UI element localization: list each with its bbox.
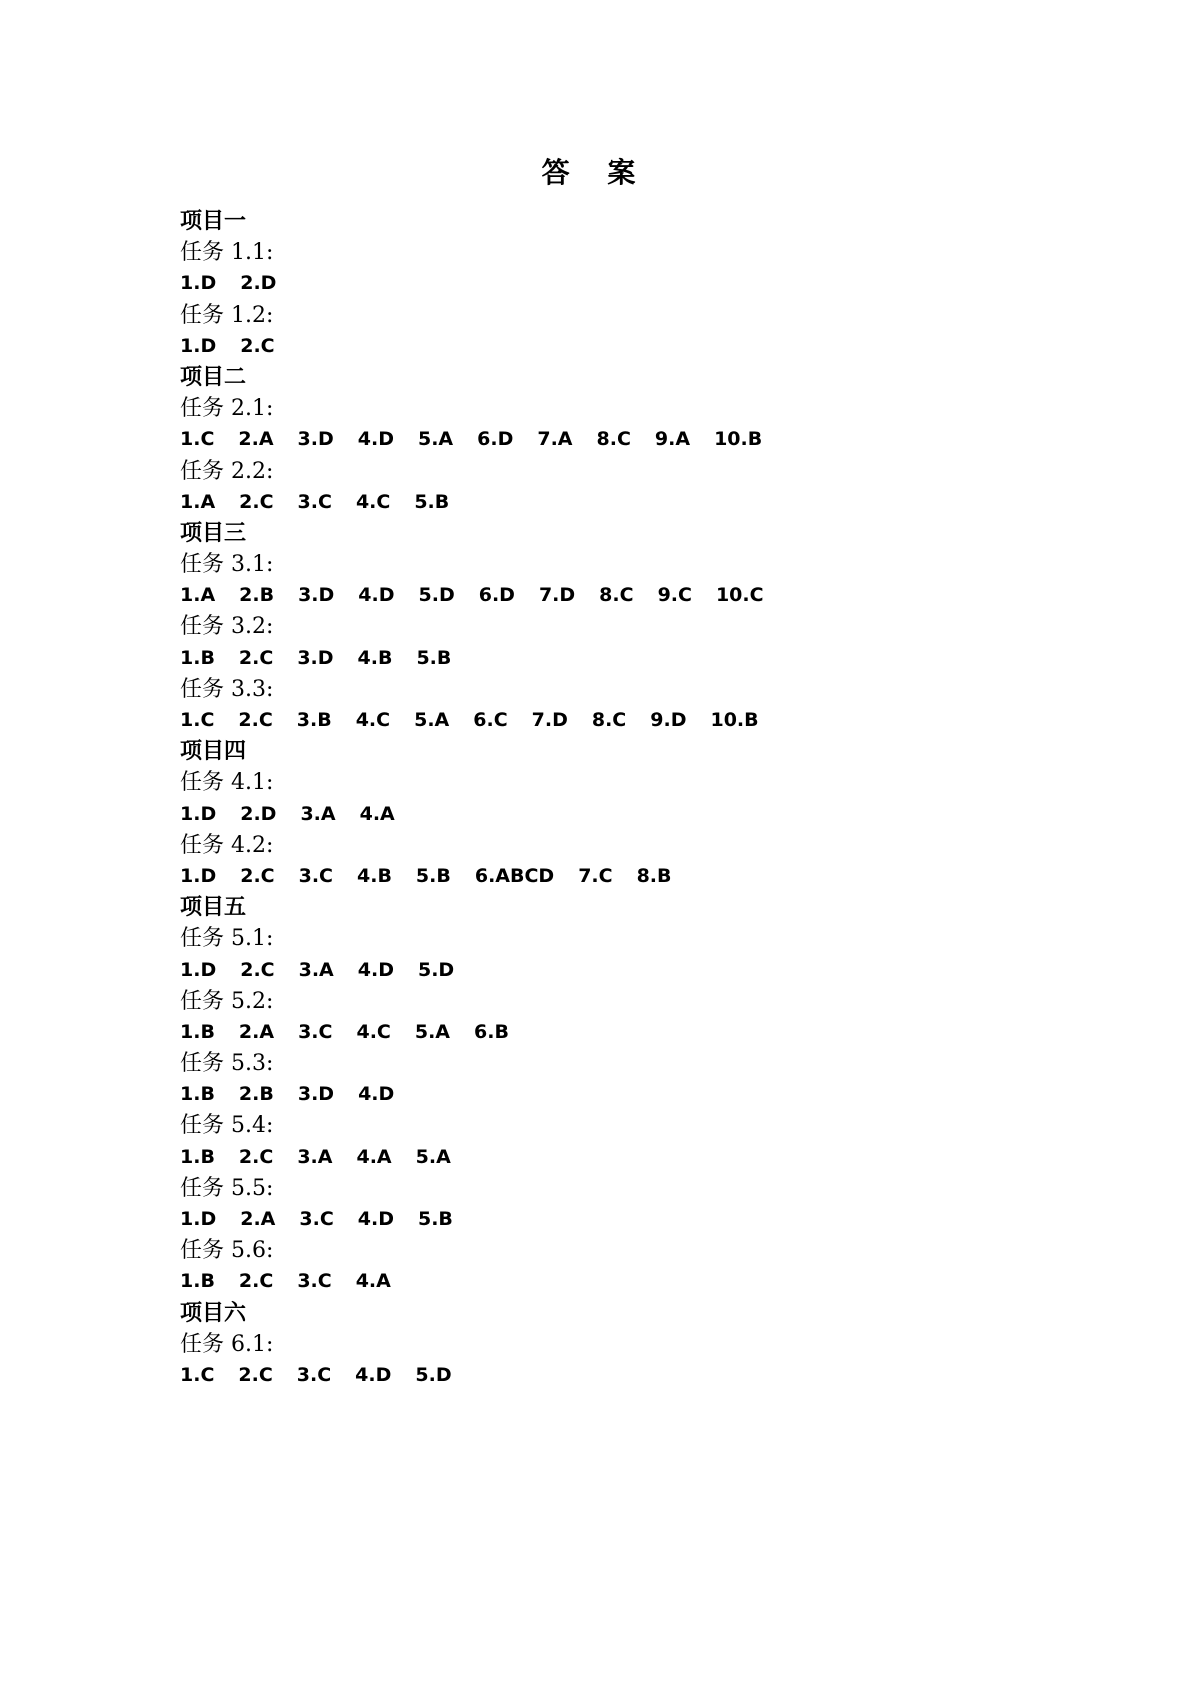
answer-row [180, 799, 1080, 830]
answer-item: 7.C [578, 864, 613, 887]
answer-item: 4.B [357, 646, 393, 669]
answer-item: 3.D [297, 428, 334, 451]
answer-item: 4.B [357, 864, 392, 887]
answer-item: 5.B [414, 490, 450, 513]
answer-row [180, 1142, 1080, 1173]
answer-item: 2.C [238, 1270, 274, 1293]
task-label: 任务 6.1: [180, 1331, 274, 1357]
answer-row [180, 643, 1080, 674]
answer-row [180, 487, 1080, 518]
answer-item: 1.B [180, 1270, 215, 1293]
answer-item: 2.A [238, 1020, 275, 1043]
task-label: 任务 3.1: [180, 552, 274, 578]
answer-item: 5.A [417, 428, 454, 451]
answer-item: 1.D [180, 864, 217, 887]
answer-row [180, 1079, 1080, 1110]
project-heading: 项目五 [180, 895, 247, 921]
answer-item: 4.D [358, 584, 395, 607]
answer-item: 3.C [296, 1363, 332, 1386]
answer-item: 3.B [296, 709, 332, 731]
project-heading: 项目三 [180, 520, 247, 546]
answer-item: 1.A [180, 584, 216, 607]
answer-item: 2.C [238, 1363, 273, 1386]
answer-item: 10.B [710, 709, 759, 731]
answer-row [180, 861, 1080, 892]
task-label: 任务 5.5: [180, 1175, 274, 1201]
answer-item: 3.D [297, 646, 334, 669]
project-heading: 项目二 [180, 364, 247, 390]
project-heading: 项目六 [180, 1300, 247, 1326]
answer-item: 1.D [180, 802, 217, 825]
answer-item: 2.C [240, 958, 275, 981]
answer-item: 3.C [297, 1270, 332, 1293]
answer-item: 2.B [239, 584, 275, 607]
task-label: 任务 5.4: [180, 1113, 274, 1139]
task-label: 任务 5.6: [180, 1238, 274, 1264]
answer-item: 1.C [180, 1363, 215, 1386]
answer-item: 6.C [473, 709, 508, 731]
task-label: 任务 3.2: [180, 614, 274, 640]
answer-item: 1.B [180, 1145, 215, 1168]
answer-item: 4.C [355, 490, 391, 513]
answer-item: 6.D [477, 428, 514, 451]
answer-item: 4.D [357, 428, 394, 451]
answer-item: 4.A [355, 1270, 391, 1293]
task-label: 任务 1.2: [180, 302, 274, 328]
answer-row [180, 1266, 1080, 1297]
answer-item: 8.C [596, 428, 631, 451]
answer-row [180, 580, 1080, 611]
task-label: 任务 4.1: [180, 770, 274, 796]
answer-item: 5.D [418, 584, 455, 607]
answer-item: 5.D [417, 958, 455, 981]
answer-item: 2.C [238, 646, 274, 669]
answer-item: 3.C [299, 1208, 334, 1230]
answer-item: 4.C [355, 709, 391, 731]
answer-item: 3.C [297, 490, 332, 513]
answer-item: 5.B [415, 864, 451, 887]
answer-item: 4.D [357, 1208, 394, 1230]
answer-item: 1.D [180, 334, 217, 357]
answer-item: 4.D [355, 1363, 392, 1386]
answer-item: 7.A [537, 428, 573, 451]
answer-item: 5.B [417, 1208, 453, 1230]
answer-item: 5.A [414, 1020, 451, 1043]
answer-item: 2.B [238, 1083, 274, 1106]
answer-row [180, 955, 1080, 986]
answer-item: 2.C [239, 490, 274, 513]
answer-item: 2.C [240, 334, 275, 357]
answer-item: 4.D [357, 958, 394, 981]
answer-item: 3.C [298, 1020, 333, 1043]
answer-item: 3.C [298, 864, 333, 887]
answer-item: 3.A [298, 958, 334, 981]
answer-item: 4.A [359, 802, 395, 825]
answer-item: 1.A [180, 490, 216, 513]
task-label: 任务 5.3: [180, 1051, 274, 1077]
answer-item: 1.D [180, 1208, 217, 1230]
answer-row [180, 705, 1080, 736]
task-label: 任务 5.2: [180, 988, 274, 1014]
answer-row [180, 424, 1080, 455]
answer-item: 2.A [238, 428, 274, 451]
task-label: 任务 5.1: [180, 926, 274, 952]
answer-item: 2.D [240, 272, 277, 295]
task-label: 任务 2.1: [180, 396, 274, 422]
answer-item: 2.D [240, 802, 277, 825]
answer-item: 1.D [180, 958, 217, 981]
answer-row [180, 268, 1080, 299]
answer-item: 2.C [238, 1145, 274, 1168]
answer-item: 1.B [180, 646, 215, 669]
answer-item: 5.B [416, 646, 452, 669]
page-title: 答 案 [541, 156, 650, 189]
answer-item: 1.C [180, 709, 215, 731]
answer-item: 9.A [654, 428, 691, 451]
answer-list [180, 206, 1080, 1391]
answer-item: 10.B [714, 428, 763, 451]
answer-item: 5.D [415, 1363, 452, 1386]
answer-item: 3.D [297, 1083, 335, 1106]
task-label: 任务 2.2: [180, 458, 274, 484]
answer-row [180, 1017, 1080, 1048]
answer-item: 7.D [538, 584, 576, 607]
answer-item: 3.A [300, 802, 336, 825]
task-label: 任务 3.3: [180, 676, 274, 702]
answer-item: 5.A [415, 1145, 451, 1168]
task-label: 任务 1.1: [180, 240, 274, 266]
answer-item: 4.C [356, 1020, 391, 1043]
answer-item: 1.D [180, 272, 217, 295]
answer-item: 8.C [591, 709, 627, 731]
answer-item: 1.C [180, 428, 215, 451]
answer-item: 8.B [636, 864, 672, 887]
answer-item: 4.A [356, 1145, 392, 1168]
answer-item: 10.C [715, 584, 764, 607]
project-heading: 项目一 [180, 209, 247, 234]
answer-item: 2.C [238, 709, 273, 731]
answer-item: 3.D [298, 584, 335, 607]
answer-row [180, 1360, 1080, 1391]
answer-item: 5.A [414, 709, 450, 731]
answer-item: 6.B [474, 1020, 509, 1043]
answer-item: 7.D [531, 709, 568, 731]
answer-item: 9.C [657, 584, 692, 607]
project-heading: 项目四 [180, 739, 247, 765]
answer-item: 9.D [650, 709, 687, 731]
answer-item: 1.B [180, 1020, 215, 1043]
answer-item: 3.A [297, 1145, 333, 1168]
answer-item: 2.C [240, 864, 275, 887]
task-label: 任务 4.2: [180, 832, 274, 858]
answer-item: 1.B [180, 1083, 215, 1106]
answer-row [180, 1204, 1080, 1235]
answer-item: 6.ABCD [474, 864, 555, 887]
answer-item: 4.D [358, 1083, 395, 1106]
answer-item: 2.A [240, 1208, 276, 1230]
answer-row [180, 331, 1080, 362]
answer-item: 6.D [478, 584, 515, 607]
answer-item: 8.C [599, 584, 634, 607]
